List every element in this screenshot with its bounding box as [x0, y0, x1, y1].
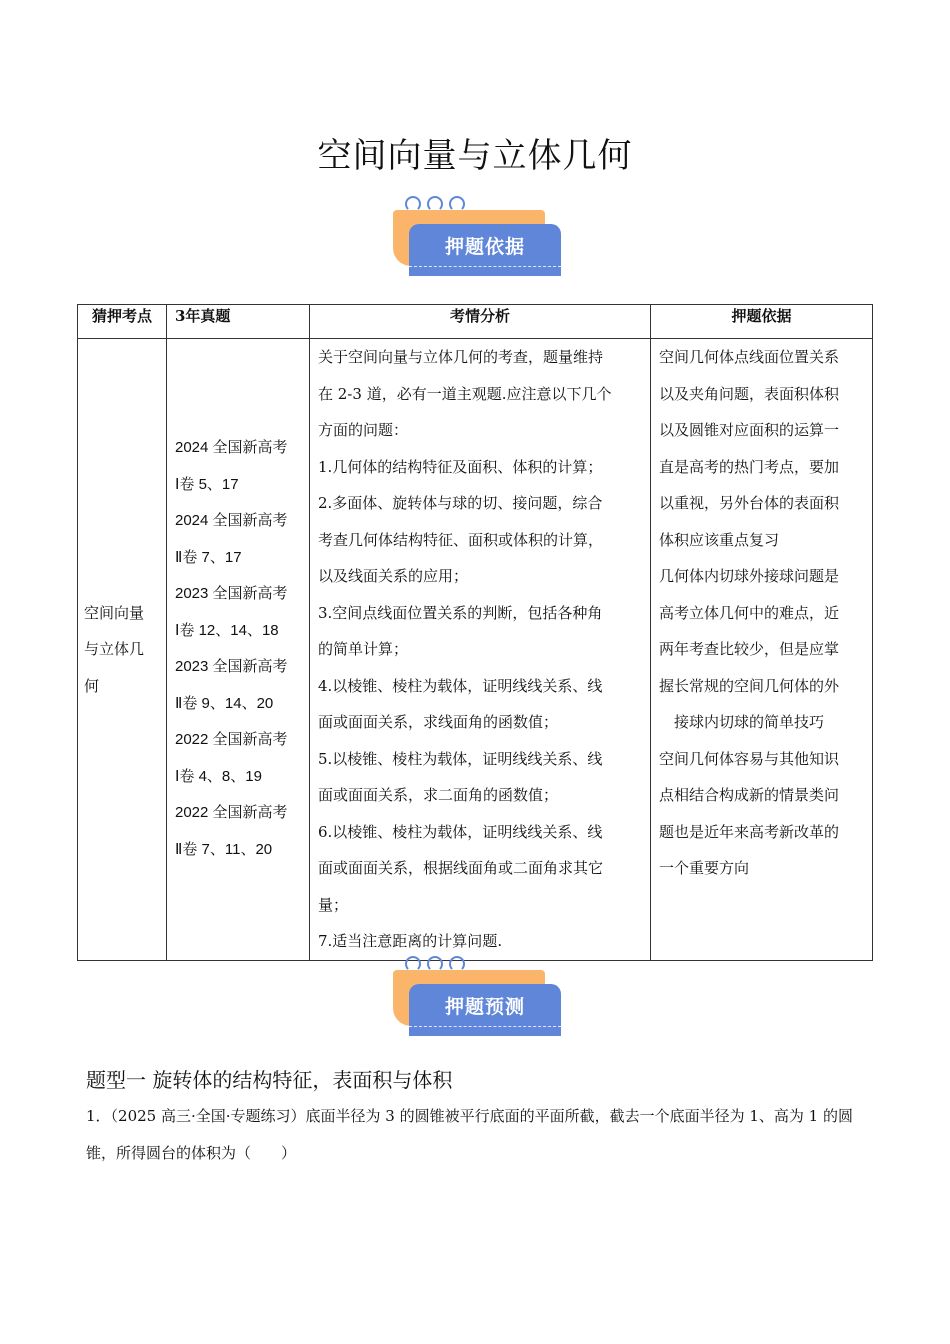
cell-line: 6.以棱锥、棱柱为载体，证明线线关系、线	[318, 822, 603, 841]
cell-line: 关于空间向量与立体几何的考查，题量维持	[318, 348, 604, 366]
section-title: 题型一 旋转体的结构特征，表面积与体积	[86, 1068, 453, 1092]
cell-line: Ⅱ卷 7、11、20	[175, 840, 273, 858]
cell-line: 2022 全国新高考	[175, 804, 288, 822]
badge-label: 押题预测	[444, 996, 525, 1018]
badge-basis	[393, 196, 563, 278]
topic-cell	[78, 339, 167, 961]
cell-line: Ⅰ卷 4、8、19	[175, 767, 262, 785]
cell-line: 5.以棱锥、棱柱为载体，证明线线关系、线	[318, 749, 603, 768]
cell-line: 的简单计算；	[318, 640, 409, 658]
cell-line: 2024 全国新高考	[175, 512, 288, 530]
cell-line: 何	[84, 676, 100, 695]
cell-line: 2023 全国新高考	[175, 658, 288, 676]
cell-line: 握长常规的空间几何体的外	[659, 676, 840, 695]
cell-line: 空间向量	[84, 603, 145, 622]
badge-prediction	[393, 956, 563, 1038]
cell-line: 与立体几	[84, 640, 145, 658]
cell-line: 面或面面关系，根据线面角或二面角求其它	[318, 859, 604, 877]
cell-line: 几何体内切球外接球问题是	[659, 567, 840, 585]
header-analysis: 考情分析	[310, 305, 651, 339]
exams-cell	[167, 339, 310, 961]
cell-line: 1.几何体的结构特征及面积、体积的计算；	[318, 457, 603, 476]
page-title: 空间向量与立体几何	[317, 136, 633, 176]
rings-icon	[405, 196, 465, 212]
cell-line: 2024 全国新高考	[175, 439, 288, 457]
cell-line: Ⅰ卷 5、17	[175, 475, 239, 493]
cell-line: 以及圆锥对应面积的运算一	[659, 421, 840, 439]
cell-line: 以及夹角问题，表面积体积	[659, 384, 840, 403]
header-topic: 猜押考点	[78, 305, 167, 339]
cell-line: 直是高考的热门考点，要加	[659, 457, 840, 476]
header-exams: 3年真题	[167, 305, 310, 339]
badge-label: 押题依据	[444, 236, 525, 258]
cell-line: 考查几何体结构特征、面积或体积的计算，	[318, 530, 604, 549]
cell-line: 两年考查比较少，但是应掌	[659, 640, 840, 658]
cell-line: 以重视，另外台体的表面积	[659, 494, 840, 512]
cell-line: Ⅱ卷 9、14、20	[175, 694, 274, 712]
cell-line: 一个重要方向	[659, 859, 750, 877]
analysis-table	[77, 304, 873, 961]
cell-line: 题也是近年来高考新改革的	[659, 822, 840, 841]
cell-line: 点相结合构成新的情景类问	[659, 786, 840, 804]
cell-line: 以及线面关系的应用；	[318, 567, 469, 585]
cell-line: Ⅰ卷 12、14、18	[175, 621, 279, 639]
cell-line: 面或面面关系，求线面角的函数值；	[318, 713, 559, 731]
cell-line: 在 2-3 道，必有一道主观题.应注意以下几个	[318, 384, 612, 403]
rings-icon	[405, 956, 465, 972]
cell-line: 高考立体几何中的难点，近	[659, 603, 840, 622]
cell-line: 接球内切球的简单技巧	[659, 713, 825, 731]
cell-line: 2023 全国新高考	[175, 585, 288, 603]
question-1: 1．（2025 高三·全国·专题练习）底面半径为 3 的圆锥被平行底面的平面所截，截去一个底面半径为 1、高为 1 的圆锥，所得圆台的体积为（ ）	[86, 1107, 853, 1162]
cell-line: 空间几何体容易与其他知识	[659, 749, 840, 768]
cell-line: 体积应该重点复习	[659, 530, 780, 549]
cell-line: 量；	[318, 895, 349, 914]
cell-line: 2022 全国新高考	[175, 731, 288, 749]
basis-cell	[651, 339, 873, 961]
header-basis: 押题依据	[651, 305, 873, 339]
cell-line: 面或面面关系，求二面角的函数值；	[318, 786, 559, 804]
cell-line: Ⅱ卷 7、17	[175, 548, 242, 566]
cell-line: 7.适当注意距离的计算问题.	[318, 932, 503, 950]
analysis-cell	[310, 339, 651, 961]
cell-line: 3.空间点线面位置关系的判断，包括各种角	[318, 603, 603, 622]
cell-line: 2.多面体、旋转体与球的切、接问题，综合	[318, 494, 603, 512]
cell-line: 4.以棱锥、棱柱为载体，证明线线关系、线	[318, 676, 603, 695]
cell-line: 方面的问题：	[318, 421, 409, 439]
cell-line: 空间几何体点线面位置关系	[659, 348, 840, 366]
